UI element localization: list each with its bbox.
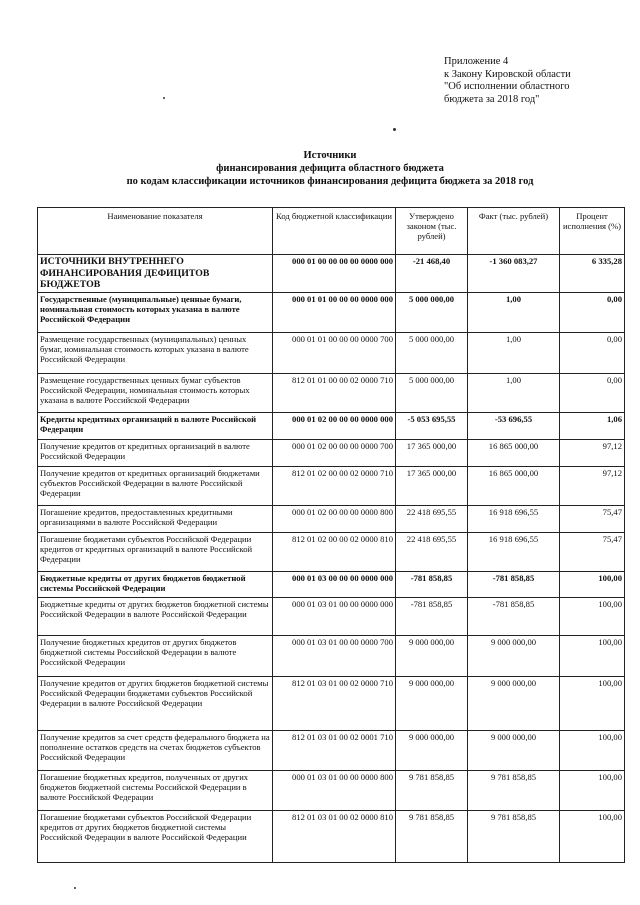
header-fact: Факт (тыс. рублей) [468, 208, 560, 255]
cell-fact: -781 858,85 [468, 572, 560, 598]
cell-name: ИСТОЧНИКИ ВНУТРЕННЕГО ФИНАНСИРОВАНИЯ ДЕФИЦИТОВ БЮДЖЕТОВ [38, 255, 273, 293]
table-row [38, 374, 625, 413]
cell-approved: 9 781 858,85 [396, 811, 468, 863]
appendix-line: к Закону Кировской области [444, 68, 571, 80]
cell-approved: 5 000 000,00 [396, 293, 468, 333]
scan-speck [74, 887, 76, 889]
cell-code: 000 01 02 00 00 00 0000 800 [273, 506, 396, 533]
header-percent: Процент исполнения (%) [560, 208, 625, 255]
cell-percent: 100,00 [560, 572, 625, 598]
cell-fact: 9 781 858,85 [468, 811, 560, 863]
scan-speck [163, 97, 165, 99]
cell-name: Бюджетные кредиты от других бюджетов бюджетной системы Российской Федерации в валюте Российской Федерации [38, 598, 273, 636]
cell-name: Погашение бюджетами субъектов Российской Федерации кредитов от других бюджетов бюджетной системы Российской Федерации в валюте Российской Федерации [38, 811, 273, 863]
cell-name: Погашение кредитов, предоставленных кредитными организациями в валюте Российской Федерации [38, 506, 273, 533]
cell-percent: 0,00 [560, 293, 625, 333]
cell-code: 000 01 01 00 00 00 0000 000 [273, 293, 396, 333]
cell-approved: 9 000 000,00 [396, 636, 468, 677]
cell-approved: -781 858,85 [396, 598, 468, 636]
cell-fact: 16 865 000,00 [468, 467, 560, 506]
appendix-line: "Об исполнении областного [444, 81, 570, 92]
appendix-line: бюджета за 2018 год" [444, 93, 540, 105]
header-approved: Утверждено законом (тыс. рублей) [396, 208, 468, 255]
cell-percent: 0,00 [560, 333, 625, 374]
table-row [38, 636, 625, 677]
table-row [38, 440, 625, 467]
table-row [38, 731, 625, 771]
cell-approved: -21 468,40 [396, 255, 468, 293]
cell-percent: 100,00 [560, 771, 625, 811]
cell-code: 812 01 03 01 00 02 0000 710 [273, 677, 396, 731]
cell-fact: 9 000 000,00 [468, 636, 560, 677]
cell-approved: 9 000 000,00 [396, 677, 468, 731]
title-line: финансирования дефицита областного бюджета [216, 163, 444, 174]
cell-approved: 22 418 695,55 [396, 506, 468, 533]
cell-fact: 16 865 000,00 [468, 440, 560, 467]
cell-code: 812 01 02 00 00 02 0000 710 [273, 467, 396, 506]
appendix-note [444, 56, 624, 106]
cell-fact: 1,00 [468, 333, 560, 374]
cell-name: Получение кредитов от кредитных организаций в валюте Российской Федерации [38, 440, 273, 467]
table-row [38, 293, 625, 333]
cell-approved: 17 365 000,00 [396, 440, 468, 467]
cell-name: Получение кредитов от других бюджетов бюджетной системы Российской Федерации бюджетами субъектов Российской Федерации в валюте Российской Федерации [38, 677, 273, 731]
cell-fact: -1 360 083,27 [468, 255, 560, 293]
cell-fact: -53 696,55 [468, 413, 560, 440]
cell-name: Погашение бюджетами субъектов Российской Федерации кредитов от кредитных организаций в валюте Российской Федерации [38, 533, 273, 572]
cell-fact: 16 918 696,55 [468, 506, 560, 533]
cell-fact: 9 000 000,00 [468, 731, 560, 771]
cell-name: Размещение государственных (муниципальных) ценных бумаг, номинальная стоимость которых указана в валюте Российской Федерации [38, 333, 273, 374]
title-line: по кодам классификации источников финансирования дефицита бюджета за 2018 год [126, 176, 534, 187]
cell-fact: 1,00 [468, 293, 560, 333]
table-row [38, 533, 625, 572]
table-row [38, 598, 625, 636]
table-header-row [38, 208, 625, 255]
title-line: Источники [303, 150, 357, 161]
cell-code: 000 01 03 01 00 00 0000 700 [273, 636, 396, 677]
table-row [38, 255, 625, 293]
cell-name: Государственные (муниципальные) ценные бумаги, номинальная стоимость которых указана в валюте Российской Федерации [38, 293, 273, 333]
cell-percent: 6 335,28 [560, 255, 625, 293]
table-row [38, 811, 625, 863]
cell-code: 000 01 03 01 00 00 0000 800 [273, 771, 396, 811]
appendix-line: Приложение 4 [444, 56, 509, 67]
cell-name: Размещение государственных ценных бумаг субъектов Российской Федерации, номинальная стоимость которых указана в валюте Российской Федерации [38, 374, 273, 413]
cell-fact: -781 858,85 [468, 598, 560, 636]
cell-percent: 100,00 [560, 636, 625, 677]
cell-approved: -5 053 695,55 [396, 413, 468, 440]
cell-approved: 5 000 000,00 [396, 333, 468, 374]
cell-percent: 100,00 [560, 811, 625, 863]
cell-name: Получение кредитов от кредитных организаций бюджетами субъектов Российской Федерации в валюте Российской Федерации [38, 467, 273, 506]
cell-code: 000 01 02 00 00 00 0000 000 [273, 413, 396, 440]
cell-code: 812 01 01 00 00 02 0000 710 [273, 374, 396, 413]
cell-code: 000 01 03 00 00 00 0000 000 [273, 572, 396, 598]
cell-percent: 97,12 [560, 467, 625, 506]
cell-code: 812 01 02 00 00 02 0000 810 [273, 533, 396, 572]
cell-percent: 100,00 [560, 598, 625, 636]
cell-approved: -781 858,85 [396, 572, 468, 598]
table-row [38, 333, 625, 374]
cell-percent: 1,06 [560, 413, 625, 440]
cell-percent: 97,12 [560, 440, 625, 467]
cell-name: Получение кредитов за счет средств федерального бюджета на пополнение остатков средств на счетах бюджетов субъектов Российской Федерации [38, 731, 273, 771]
cell-code: 812 01 03 01 00 02 0000 810 [273, 811, 396, 863]
table-row [38, 506, 625, 533]
cell-approved: 9 781 858,85 [396, 771, 468, 811]
cell-fact: 1,00 [468, 374, 560, 413]
table-row [38, 467, 625, 506]
table-row [38, 677, 625, 731]
cell-code: 000 01 03 01 00 00 0000 000 [273, 598, 396, 636]
table-row [38, 413, 625, 440]
header-name: Наименование показателя [38, 208, 273, 255]
cell-approved: 22 418 695,55 [396, 533, 468, 572]
header-code: Код бюджетной классификации [273, 208, 396, 255]
cell-code: 000 01 01 00 00 00 0000 700 [273, 333, 396, 374]
cell-name: Бюджетные кредиты от других бюджетов бюджетной системы Российской Федерации [38, 572, 273, 598]
cell-code: 000 01 00 00 00 00 0000 000 [273, 255, 396, 293]
cell-percent: 100,00 [560, 731, 625, 771]
cell-percent: 100,00 [560, 677, 625, 731]
table-row [38, 771, 625, 811]
scan-speck [393, 128, 396, 131]
cell-percent: 75,47 [560, 506, 625, 533]
cell-percent: 75,47 [560, 533, 625, 572]
cell-name: Кредиты кредитных организаций в валюте Российской Федерации [38, 413, 273, 440]
cell-approved: 9 000 000,00 [396, 731, 468, 771]
cell-approved: 5 000 000,00 [396, 374, 468, 413]
table-row [38, 572, 625, 598]
cell-percent: 0,00 [560, 374, 625, 413]
cell-fact: 9 000 000,00 [468, 677, 560, 731]
sources-table [37, 207, 625, 863]
cell-code: 812 01 03 01 00 02 0001 710 [273, 731, 396, 771]
cell-code: 000 01 02 00 00 00 0000 700 [273, 440, 396, 467]
cell-fact: 9 781 858,85 [468, 771, 560, 811]
cell-fact: 16 918 696,55 [468, 533, 560, 572]
cell-name: Погашение бюджетных кредитов, полученных от других бюджетов бюджетной системы Российской Федерации в валюте Российской Федерации [38, 771, 273, 811]
document-title [40, 149, 620, 188]
cell-name: Получение бюджетных кредитов от других бюджетов бюджетной системы Российской Федерации в валюте Российской Федерации [38, 636, 273, 677]
cell-approved: 17 365 000,00 [396, 467, 468, 506]
